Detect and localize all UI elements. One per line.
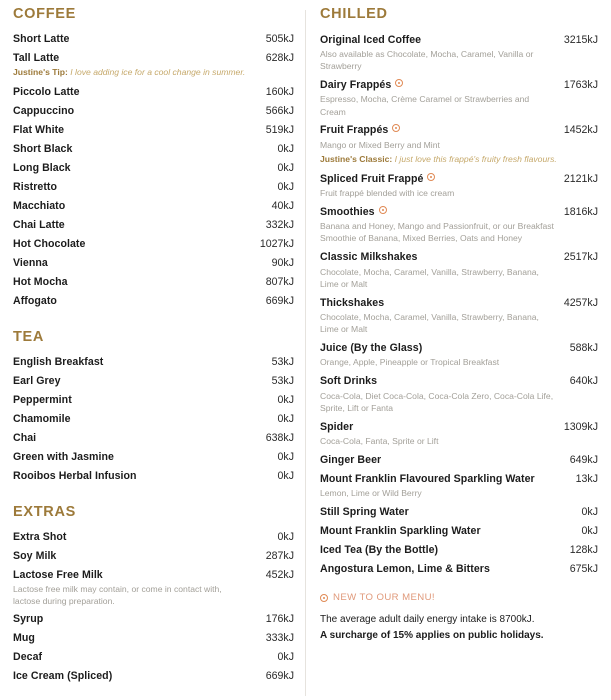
menu-item-row[interactable]	[13, 565, 294, 584]
menu-item-kilojoules: 13kJ	[575, 472, 598, 485]
public-holiday-surcharge-note: A surcharge of 15% applies on public holidays.	[320, 629, 544, 641]
menu-item-kilojoules: 0kJ	[581, 505, 598, 518]
menu-item-row[interactable]	[320, 169, 598, 188]
menu-item-row[interactable]	[320, 248, 598, 267]
menu-item-row[interactable]	[13, 253, 294, 272]
section-heading-coffee: COFFEE	[13, 6, 77, 22]
menu-item-row[interactable]	[320, 202, 598, 221]
menu-item-description: Orange, Apple, Pineapple or Tropical Breakfast	[320, 357, 500, 368]
menu-item-row[interactable]	[13, 428, 294, 447]
menu-item-kilojoules: 128kJ	[569, 543, 598, 556]
menu-item-row[interactable]	[13, 352, 294, 371]
menu-item-kilojoules: 1763kJ	[563, 78, 598, 91]
menu-item-kilojoules: 669kJ	[265, 294, 294, 307]
menu-item-name: Chamomile	[13, 412, 71, 425]
menu-item-description: Lemon, Lime or Wild Berry	[320, 488, 422, 499]
menu-item-row[interactable]	[320, 469, 598, 488]
menu-item-kilojoules: 333kJ	[265, 631, 294, 644]
menu-item-kilojoules: 0kJ	[277, 412, 294, 425]
menu-item-kilojoules: 649kJ	[569, 453, 598, 466]
menu-column-left	[0, 6, 305, 700]
menu-item-kilojoules: 588kJ	[569, 341, 598, 354]
menu-item-name: Mount Franklin Sparkling Water	[320, 524, 481, 537]
menu-item-name: Mug	[13, 631, 35, 644]
menu-item-name: Soy Milk	[13, 549, 57, 562]
menu-item-row[interactable]	[320, 417, 598, 436]
menu-item-description: Lactose free milk may contain, or come in contact with, lactose during preparation.	[13, 584, 222, 607]
menu-item-row[interactable]	[13, 546, 294, 565]
menu-item-kilojoules: 0kJ	[277, 650, 294, 663]
new-item-ring-icon	[379, 206, 387, 214]
menu-item-kilojoules: 90kJ	[271, 256, 294, 269]
menu-item-kilojoules: 53kJ	[271, 374, 294, 387]
menu-item-name: Long Black	[13, 161, 71, 174]
menu-item-name: Rooibos Herbal Infusion	[13, 469, 137, 482]
menu-item-name: Ice Cream (Spliced)	[13, 669, 113, 682]
menu-item-description: Mango or Mixed Berry and Mint	[320, 139, 440, 150]
menu-item-kilojoules: 4257kJ	[563, 296, 598, 309]
menu-item-name: Mount Franklin Flavoured Sparkling Water	[320, 472, 535, 485]
menu-item-kilojoules: 0kJ	[277, 180, 294, 193]
menu-item-kilojoules: 287kJ	[265, 549, 294, 562]
menu-footer	[320, 592, 598, 643]
menu-item-name: Fruit Frappés	[320, 124, 400, 136]
menu-item-row[interactable]	[320, 450, 598, 469]
menu-item-name: Original Iced Coffee	[320, 33, 422, 46]
menu-item-name: Ginger Beer	[320, 453, 382, 466]
menu-item-row[interactable]	[13, 120, 294, 139]
menu-item-description: Coca-Cola, Fanta, Sprite or Lift	[320, 436, 439, 447]
menu-item-kilojoules: 640kJ	[569, 375, 598, 388]
menu-item-name: Vienna	[13, 256, 48, 269]
menu-item-kilojoules: 176kJ	[265, 612, 294, 625]
menu-item-name: Spliced Fruit Frappé	[320, 173, 435, 185]
menu-item-row[interactable]	[13, 272, 294, 291]
menu-item-row[interactable]	[13, 215, 294, 234]
menu-item-row[interactable]	[13, 390, 294, 409]
new-items-legend	[320, 592, 598, 603]
menu-item-name: Lactose Free Milk	[13, 568, 103, 581]
menu-item-name: Green with Jasmine	[13, 450, 114, 463]
menu-item-name: Chai	[13, 431, 37, 444]
menu-item-name: Spider	[320, 420, 354, 433]
menu-item-kilojoules: 0kJ	[277, 450, 294, 463]
menu-item-kilojoules: 1816kJ	[563, 205, 598, 218]
menu-item-row[interactable]	[13, 409, 294, 428]
menu-item-name: Tall Latte	[13, 51, 60, 64]
menu-item-row[interactable]	[13, 666, 294, 685]
menu-item-name: Soft Drinks	[320, 375, 378, 388]
menu-section-tea	[13, 329, 294, 485]
section-heading-extras: EXTRAS	[13, 504, 77, 521]
daily-energy-intake-note: The average adult daily energy intake is 8700kJ.	[320, 614, 535, 626]
menu-item-name: Iced Tea (By the Bottle)	[320, 543, 439, 556]
menu-item-name: Earl Grey	[13, 374, 61, 387]
menu-item-description: Coca-Cola, Diet Coca-Cola, Coca-Cola Zero, Coca-Cola Life, Sprite, Lift or Fanta	[320, 390, 554, 413]
menu-item-tip: Justine's Tip: I love adding ice for a cool change in summer.	[13, 67, 246, 77]
menu-item-row[interactable]	[320, 30, 598, 49]
menu-item-row[interactable]	[13, 371, 294, 390]
menu-item-tip-label: Justine's Classic:	[320, 154, 393, 165]
menu-item-tip: Justine's Classic: I just love this frappé's fruity fresh flavours.	[320, 154, 557, 165]
menu-item-name: English Breakfast	[13, 355, 104, 368]
menu-item-row[interactable]	[13, 139, 294, 158]
menu-item-name: Angostura Lemon, Lime & Bitters	[320, 562, 490, 575]
menu-item-kilojoules: 0kJ	[581, 524, 598, 537]
menu-item-kilojoules: 807kJ	[265, 275, 294, 288]
menu-item-tip-label: Justine's Tip:	[13, 67, 68, 77]
menu-item-kilojoules: 0kJ	[277, 393, 294, 406]
menu-item-row[interactable]	[320, 559, 598, 578]
menu-item-kilojoules: 40kJ	[271, 199, 294, 212]
menu-item-description: Chocolate, Mocha, Caramel, Vanilla, Strawberry, Banana, Lime or Malt	[320, 266, 539, 289]
menu-item-kilojoules: 1452kJ	[563, 124, 598, 137]
menu-column-right	[305, 6, 611, 700]
menu-item-kilojoules: 160kJ	[265, 85, 294, 98]
menu-item-kilojoules: 53kJ	[271, 355, 294, 368]
menu-item-name: Dairy Frappés	[320, 79, 403, 91]
menu-item-row[interactable]	[320, 502, 598, 521]
menu-item-name: Decaf	[13, 650, 43, 663]
menu-item-kilojoules: 3215kJ	[563, 33, 598, 46]
menu-item-kilojoules: 675kJ	[569, 562, 598, 575]
menu-item-kilojoules: 628kJ	[265, 51, 294, 64]
menu-item-row[interactable]	[320, 121, 598, 140]
menu-item-name: Peppermint	[13, 393, 72, 406]
menu-section-extras	[13, 504, 294, 685]
menu-item-row[interactable]	[13, 101, 294, 120]
section-heading-chilled: CHILLED	[320, 6, 388, 22]
menu-item-row[interactable]	[13, 447, 294, 466]
menu-item-name: Still Spring Water	[320, 505, 409, 518]
menu-item-row[interactable]	[320, 372, 598, 391]
menu-item-row[interactable]	[320, 540, 598, 559]
menu-item-name: Short Latte	[13, 32, 70, 45]
menu-item-name: Ristretto	[13, 180, 58, 193]
menu-item-kilojoules: 566kJ	[265, 104, 294, 117]
menu-item-kilojoules: 1027kJ	[259, 237, 294, 250]
menu-item-row[interactable]	[13, 291, 294, 310]
menu-item-kilojoules: 0kJ	[277, 469, 294, 482]
menu-section-chilled	[320, 6, 598, 578]
menu-item-kilojoules: 1309kJ	[563, 420, 598, 433]
menu-item-row[interactable]	[13, 48, 294, 67]
menu-item-row[interactable]	[320, 293, 598, 312]
menu-item-description: Banana and Honey, Mango and Passionfruit, or our Breakfast Smoothie of Banana, Mixed Berries, Oats and Honey	[320, 221, 554, 244]
menu-item-row[interactable]	[13, 628, 294, 647]
menu-item-row[interactable]	[13, 647, 294, 666]
menu-item-name: Smoothies	[320, 206, 387, 218]
menu-item-name: Hot Mocha	[13, 275, 68, 288]
menu-item-row[interactable]	[13, 196, 294, 215]
new-item-ring-icon	[395, 79, 403, 87]
menu-item-kilojoules: 332kJ	[265, 218, 294, 231]
menu-item-name: Cappuccino	[13, 104, 75, 117]
menu-item-row[interactable]	[13, 177, 294, 196]
section-heading-tea: TEA	[13, 329, 45, 346]
menu-item-name: Classic Milkshakes	[320, 251, 418, 264]
menu-item-name: Piccolo Latte	[13, 85, 80, 98]
menu-item-name: Chai Latte	[13, 218, 65, 231]
menu-item-description: Chocolate, Mocha, Caramel, Vanilla, Strawberry, Banana, Lime or Malt	[320, 312, 539, 335]
menu-item-kilojoules: 0kJ	[277, 161, 294, 174]
menu-item-kilojoules: 505kJ	[265, 32, 294, 45]
menu-item-row[interactable]	[13, 82, 294, 101]
menu-item-kilojoules: 452kJ	[265, 568, 294, 581]
menu-item-name: Juice (By the Glass)	[320, 341, 423, 354]
menu-item-row[interactable]	[320, 75, 598, 94]
menu-item-name: Thickshakes	[320, 296, 385, 309]
menu-item-description: Espresso, Mocha, Crème Caramel or Strawberries and Cream	[320, 94, 530, 117]
menu-item-description: Also available as Chocolate, Mocha, Caramel, Vanilla or Strawberry	[320, 49, 534, 72]
new-item-ring-icon	[427, 173, 435, 181]
menu-item-row[interactable]	[13, 527, 294, 546]
menu-item-row[interactable]	[13, 158, 294, 177]
menu-item-kilojoules: 0kJ	[277, 142, 294, 155]
menu-item-description: Fruit frappé blended with ice cream	[320, 188, 455, 199]
menu-item-row[interactable]	[320, 338, 598, 357]
menu-item-name: Syrup	[13, 612, 44, 625]
menu-item-row[interactable]	[13, 29, 294, 48]
menu-item-name: Affogato	[13, 294, 57, 307]
menu-item-name: Short Black	[13, 142, 73, 155]
menu-item-row[interactable]	[13, 609, 294, 628]
new-item-ring-icon	[392, 124, 400, 132]
menu-item-kilojoules: 0kJ	[277, 530, 294, 543]
new-item-ring-icon	[320, 594, 328, 602]
menu-item-row[interactable]	[320, 521, 598, 540]
menu-item-kilojoules: 669kJ	[265, 669, 294, 682]
menu-item-kilojoules: 638kJ	[265, 431, 294, 444]
new-items-legend-label: NEW TO OUR MENU!	[333, 592, 435, 604]
menu-item-name: Macchiato	[13, 199, 66, 212]
menu-section-coffee	[13, 6, 294, 310]
menu-item-kilojoules: 519kJ	[265, 123, 294, 136]
menu-item-row[interactable]	[13, 466, 294, 485]
menu-item-name: Extra Shot	[13, 530, 67, 543]
menu-item-row[interactable]	[13, 234, 294, 253]
menu-item-kilojoules: 2517kJ	[563, 251, 598, 264]
menu-item-name: Hot Chocolate	[13, 237, 86, 250]
menu-item-name: Flat White	[13, 123, 65, 136]
menu-item-kilojoules: 2121kJ	[563, 172, 598, 185]
